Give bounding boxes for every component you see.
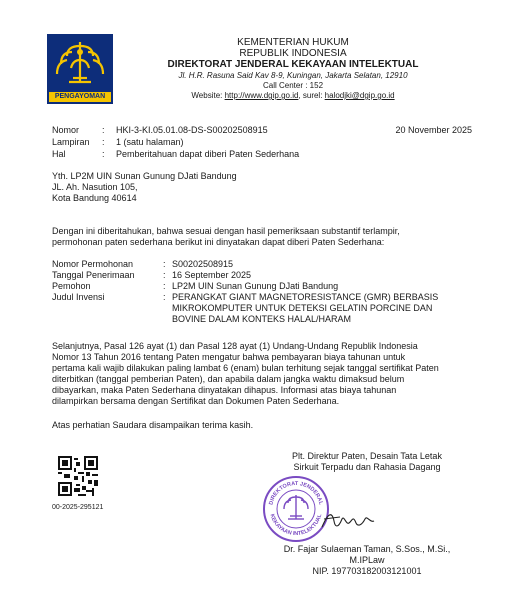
body-line: Nomor 13 Tahun 2016 tentang Paten mengatur bahwa pembayaran biaya tahunan untuk xyxy=(52,352,406,362)
handwritten-signature xyxy=(318,505,378,535)
applicant: LP2M UIN Sunan Gunung DJati Bandung xyxy=(172,281,339,291)
address: Jl. H.R. Rasuna Said Kav 8-9, Kuningan, Jakarta Selatan, 12910 xyxy=(178,71,408,80)
signatory-title-line-2: Sirkuit Terpadu dan Rahasia Dagang xyxy=(293,462,441,472)
recipient-line-3: Kota Bandung 40614 xyxy=(52,193,137,203)
nomor-label: Nomor xyxy=(52,125,80,135)
lampiran-label: Lampiran xyxy=(52,137,90,147)
ministry-logo xyxy=(47,34,113,104)
colon: : xyxy=(163,270,166,280)
ministry-name: KEMENTERIAN HUKUM xyxy=(237,37,349,48)
invention-title: PERANGKAT GIANT MAGNETORESISTANCE (GMR) BERBASIS xyxy=(172,292,439,302)
hal-label: Hal xyxy=(52,149,66,159)
signatory-nip: NIP. 197703182003121001 xyxy=(312,566,422,576)
stamp-text-top: DIREKTORAT JENDERAL xyxy=(268,480,324,506)
invention-title-cont: MIKROKOMPUTER UNTUK DETEKSI GELATIN PORCINE DAN xyxy=(172,303,433,313)
signatory-name: Dr. Fajar Sulaeman Taman, S.Sos., M.Si., xyxy=(283,544,451,554)
body-line: dibayarkan, maka Paten Sederhana dinyatakan dihapus. Informasi atas biaya tahunan xyxy=(52,385,397,395)
detail-label: Nomor Permohonan xyxy=(52,259,134,269)
signatory-title xyxy=(272,451,462,473)
call-center: Call Center : 152 xyxy=(262,81,324,90)
body-line: diterbitkan (tanggal pemberian Paten), dan apabila dalam jangka waktu dimaksud belum xyxy=(52,374,405,384)
intro-line: Dengan ini diberitahukan, bahwa sesuai dengan hasil pemeriksaan substantif terlampir, xyxy=(52,226,400,236)
signatory-degree: M.IPLaw xyxy=(349,555,385,565)
letterhead xyxy=(138,37,448,101)
application-number: S00202508915 xyxy=(172,259,234,269)
colon: : xyxy=(163,292,166,302)
detail-label: Tanggal Penerimaan xyxy=(52,270,135,280)
qr-code-id: 00-2025-295121 xyxy=(52,504,104,511)
website-link[interactable]: http://www.dgip.go.id xyxy=(224,91,299,100)
colon: : xyxy=(163,281,166,291)
email-link[interactable]: halodjki@dgip.go.id xyxy=(324,91,395,100)
detail-label: Judul Invensi xyxy=(52,292,105,302)
detail-label: Pemohon xyxy=(52,281,91,291)
colon: : xyxy=(163,259,166,269)
signatory-info xyxy=(262,544,472,577)
contact-line: Website: http://www.dgip.go.id, surel: halodjki@dgip.go.id xyxy=(191,91,395,100)
hal-value: Pemberitahuan dapat diberi Paten Sederhana xyxy=(116,149,300,159)
directorate-name: DIREKTORAT JENDERAL KEKAYAAN INTELEKTUAL xyxy=(167,59,419,70)
colon: : xyxy=(102,149,105,159)
letter-number: HKI-3-KI.05.01.08-DS-S00202508915 xyxy=(116,125,268,135)
body-line: dilampirkan bersama dengan Sertifikat dan Dokumen Paten Sederhana. xyxy=(52,396,340,406)
colon: : xyxy=(102,137,105,147)
signatory-title-line-1: Plt. Direktur Paten, Desain Tata Letak xyxy=(292,451,442,461)
body-line: pertama kali wajib dilakukan paling lambat 6 (enam) bulan terhitung sejak tanggal sertifikat Paten xyxy=(52,363,439,373)
intro-line: permohonan paten sederhana berikut ini dinyatakan dapat diberi Paten Sederhana: xyxy=(52,237,385,247)
lampiran-value: 1 (satu halaman) xyxy=(116,137,184,147)
recipient-line-1: Yth. LP2M UIN Sunan Gunung DJati Bandung xyxy=(52,171,237,181)
body-line: Selanjutnya, Pasal 126 ayat (1) dan Pasal 128 ayat (1) Undang-Undang Republik Indonesia xyxy=(52,341,418,351)
recipient-line-2: JL. Ah. Nasution 105, xyxy=(52,182,138,192)
closing-line: Atas perhatian Saudara disampaikan terima kasih. xyxy=(52,420,254,430)
republic-name: REPUBLIK INDONESIA xyxy=(239,48,347,59)
letter-date: 20 November 2025 xyxy=(395,125,472,135)
qr-code xyxy=(58,456,98,496)
receipt-date: 16 September 2025 xyxy=(172,270,252,280)
colon: : xyxy=(102,125,105,135)
logo-label: PENGAYOMAN xyxy=(54,93,106,100)
stamp-text-bottom: KEKAYAAN INTELEKTUAL xyxy=(268,513,324,538)
invention-title-cont: BOVINE DALAM KONTEKS HALAL/HARAM xyxy=(172,314,352,324)
